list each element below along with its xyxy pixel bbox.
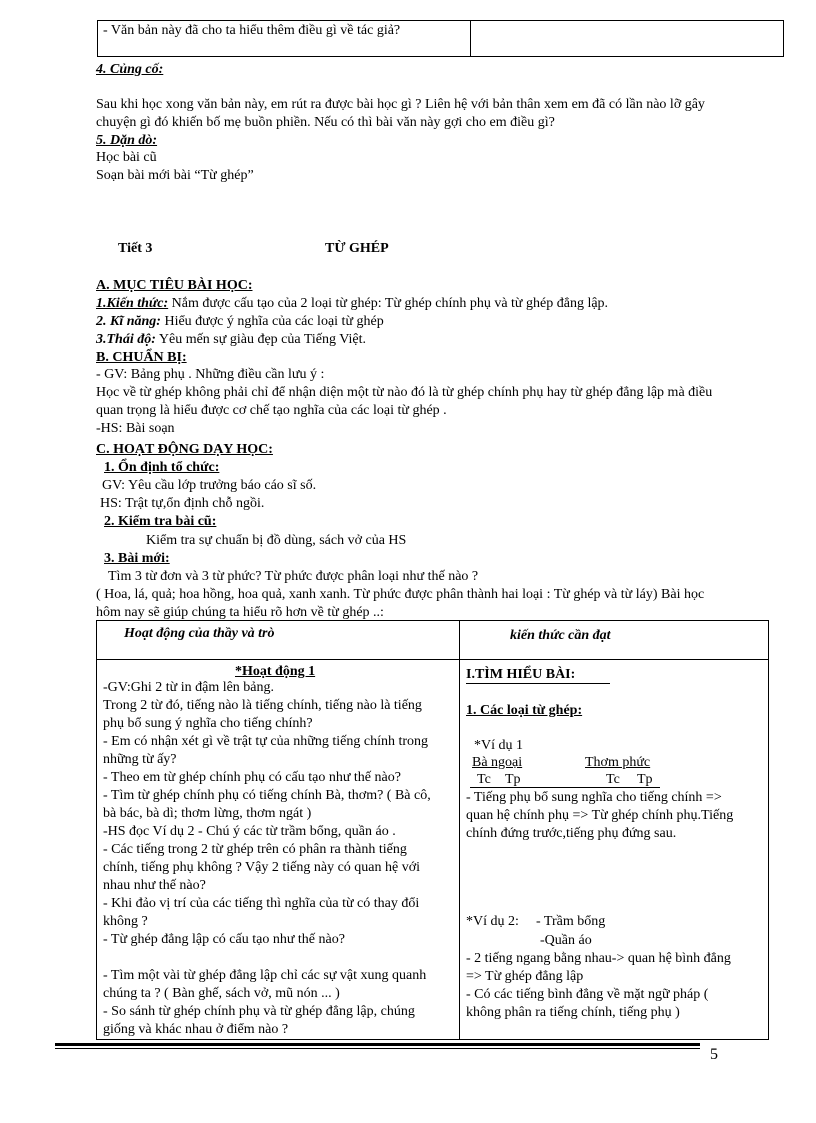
vi-du-2-word-2: -Quần áo <box>540 933 592 948</box>
left-line: - So sánh từ ghép chính phụ và từ ghép đẳng lập, chúng <box>103 1004 415 1019</box>
left-column-lines <box>103 679 453 1039</box>
dan-do-line-1: Học bài cũ <box>96 150 157 165</box>
thai-do-line <box>96 331 366 349</box>
page-number: 5 <box>710 1046 718 1063</box>
expl-2-line: - 2 tiếng ngang bằng nhau-> quan hệ bình đẳng <box>466 951 731 966</box>
word-ba-ngoai: Bà ngoại <box>472 755 523 770</box>
lesson-period: Tiết 3 <box>118 241 153 256</box>
lesson-title: TỪ GHÉP <box>325 241 389 256</box>
expl-2-line: không phân ra tiếng chính, tiếng phụ ) <box>466 1005 680 1020</box>
expl-1-line: chính đứng trước,tiếng phụ đứng sau. <box>466 826 677 841</box>
left-line: nhau như thế nào? <box>103 878 206 893</box>
tp-label-2: Tp <box>637 772 653 787</box>
section-b-gv: - GV: Bảng phụ . Những điều cần lưu ý : <box>96 367 325 382</box>
left-line: chính, tiếng phụ không ? Vậy 2 tiếng này có quan hệ với <box>103 860 421 875</box>
kien-thuc-label: 1.Kiến thức: <box>96 296 169 311</box>
example-1-rule <box>470 787 660 788</box>
activity-1-heading: *Hoạt động 1 <box>235 664 316 679</box>
left-line: - Tìm từ ghép chính phụ có tiếng chính Bà, thơm? ( Bà cô, <box>103 788 431 803</box>
left-line: không ? <box>103 914 148 929</box>
section-i-underline <box>466 683 610 684</box>
dan-do-line-2: Soạn bài mới bài “Từ ghép” <box>96 168 254 183</box>
kiem-tra-text: Kiểm tra sự chuẩn bị đồ dùng, sách vở của HS <box>146 533 407 548</box>
cung-co-heading: 4. Củng cố: <box>96 62 164 77</box>
left-line: những từ ấy? <box>103 752 177 767</box>
expl-2-line: => Từ ghép đẳng lập <box>466 969 584 984</box>
section-b-note-2: quan trọng là hiểu được cơ chế tạo nghĩa của các loại từ ghép . <box>96 403 447 418</box>
col2-header: kiến thức cần đạt <box>510 628 611 643</box>
left-line: Trong 2 từ đó, tiếng nào là tiếng chính, tiếng nào là tiếng <box>103 698 422 713</box>
tc-label-2: Tc <box>606 772 620 787</box>
on-dinh-hs: HS: Trật tự,ổn định chỗ ngồi. <box>100 496 265 511</box>
section-a-heading: A. MỤC TIÊU BÀI HỌC: <box>96 278 253 293</box>
left-line: - Theo em từ ghép chính phụ có cấu tạo như thế nào? <box>103 770 401 785</box>
left-line: -GV:Ghi 2 từ in đậm lên bảng. <box>103 680 275 695</box>
word-thom-phuc: Thơm phức <box>585 755 651 770</box>
left-line: - Khi đảo vị trí của các tiếng thì nghĩa của từ có thay đổi <box>103 896 420 911</box>
cung-co-line-2: chuyện gì đó khiến bố mẹ buồn phiền. Nếu có thì bài văn này gợi cho em điều gì? <box>96 115 555 130</box>
ki-nang-text: Hiểu được ý nghĩa của các loại từ ghép <box>160 314 384 329</box>
explanation-2 <box>466 950 766 1022</box>
left-line: - Tìm một vài từ ghép đẳng lập chỉ các sự vật xung quanh <box>103 968 427 983</box>
left-line: - Từ ghép đẳng lập có cấu tạo như thế nào? <box>103 932 345 947</box>
section-i-heading: I.TÌM HIỂU BÀI: <box>466 667 576 682</box>
bai-moi-line-3: hôm nay sẽ giúp chúng ta hiểu rõ hơn về từ ghép ..: <box>96 605 384 620</box>
bai-moi-line-1: Tìm 3 từ đơn và 3 từ phức? Từ phức được phân loại như thế nào ? <box>108 569 479 584</box>
left-line: phụ bổ sung ý nghĩa cho tiếng chính? <box>103 716 313 731</box>
top-table-row-text: - Văn bản này đã cho ta hiểu thêm điều gì về tác giả? <box>103 23 401 38</box>
section-b-hs: -HS: Bài soạn <box>96 421 175 436</box>
left-line: bà bác, bà dì; thơm lừng, thơm ngát ) <box>103 806 312 821</box>
on-dinh-gv: GV: Yêu cầu lớp trưởng báo cáo sĩ số. <box>102 478 317 493</box>
expl-1-line: - Tiếng phụ bổ sung nghĩa cho tiếng chính => <box>466 790 722 805</box>
thai-do-text: Yêu mến sự giàu đẹp của Tiếng Việt. <box>155 332 366 347</box>
main-table-column-divider <box>459 620 460 1040</box>
col1-header: Hoạt động của thầy và trò <box>124 626 275 641</box>
dan-do-heading: 5. Dặn dò: <box>96 133 158 148</box>
bai-moi-heading: 3. Bài mới: <box>104 551 170 566</box>
vi-du-2-word-1: - Trầm bổng <box>536 914 606 929</box>
top-table-divider <box>470 20 471 57</box>
vi-du-2: *Ví dụ 2: <box>466 914 519 929</box>
footer-rule-thin <box>55 1048 700 1049</box>
left-line: giống và khác nhau ở điểm nào ? <box>103 1022 289 1037</box>
on-dinh-heading: 1. Ổn định tổ chức: <box>104 460 220 475</box>
bai-moi-line-2: ( Hoa, lá, quả; hoa hồng, hoa quả, xanh xanh. Từ phức được phân thành hai loại : Từ ghép và từ láy) Bài học <box>96 587 705 602</box>
kiem-tra-heading: 2. Kiểm tra bài cũ: <box>104 514 217 529</box>
section-c-heading: C. HOẠT ĐỘNG DẠY HỌC: <box>96 442 273 457</box>
thai-do-label: 3.Thái độ: <box>96 332 156 347</box>
footer-rule-thick <box>55 1043 700 1046</box>
kien-thuc-text: Nắm được cấu tạo của 2 loại từ ghép: Từ ghép chính phụ và từ ghép đẳng lập. <box>168 296 609 311</box>
section-b-note-1: Học về từ ghép không phải chỉ để nhận diện một từ nào đó là từ ghép chính phụ hay từ ghép đẳng lập mà điều <box>96 385 713 400</box>
expl-1-line: quan hệ chính phụ => Từ ghép chính phụ.Tiếng <box>466 808 734 823</box>
expl-2-line: - Có các tiếng bình đẳng về mặt ngữ pháp ( <box>466 987 709 1002</box>
left-line: -HS đọc Ví dụ 2 - Chú ý các từ trầm bổng, quần áo . <box>103 824 396 839</box>
ki-nang-line <box>96 313 384 331</box>
left-line: chúng ta ? ( Bàn ghế, sách vở, mũ nón ... ) <box>103 986 340 1001</box>
ki-nang-label: 2. Kĩ năng: <box>96 314 161 329</box>
tp-label-1: Tp <box>505 772 521 787</box>
loai-tu-ghep-heading: 1. Các loại từ ghép: <box>466 703 583 718</box>
section-b-heading: B. CHUẨN BỊ: <box>96 350 187 365</box>
left-line: - Em có nhận xét gì về trật tự của những tiếng chính trong <box>103 734 429 749</box>
tc-label-1: Tc <box>477 772 491 787</box>
kien-thuc-line <box>96 295 608 313</box>
cung-co-line-1: Sau khi học xong văn bản này, em rút ra được bài học gì ? Liên hệ với bản thân xem em đã có lần nào lỡ gây <box>96 97 705 112</box>
left-line: - Các tiếng trong 2 từ ghép trên có phân ra thành tiếng <box>103 842 407 857</box>
vi-du-1: *Ví dụ 1 <box>474 738 523 753</box>
left-line <box>103 949 453 967</box>
explanation-1 <box>466 789 766 843</box>
main-table-header-divider <box>96 659 769 660</box>
